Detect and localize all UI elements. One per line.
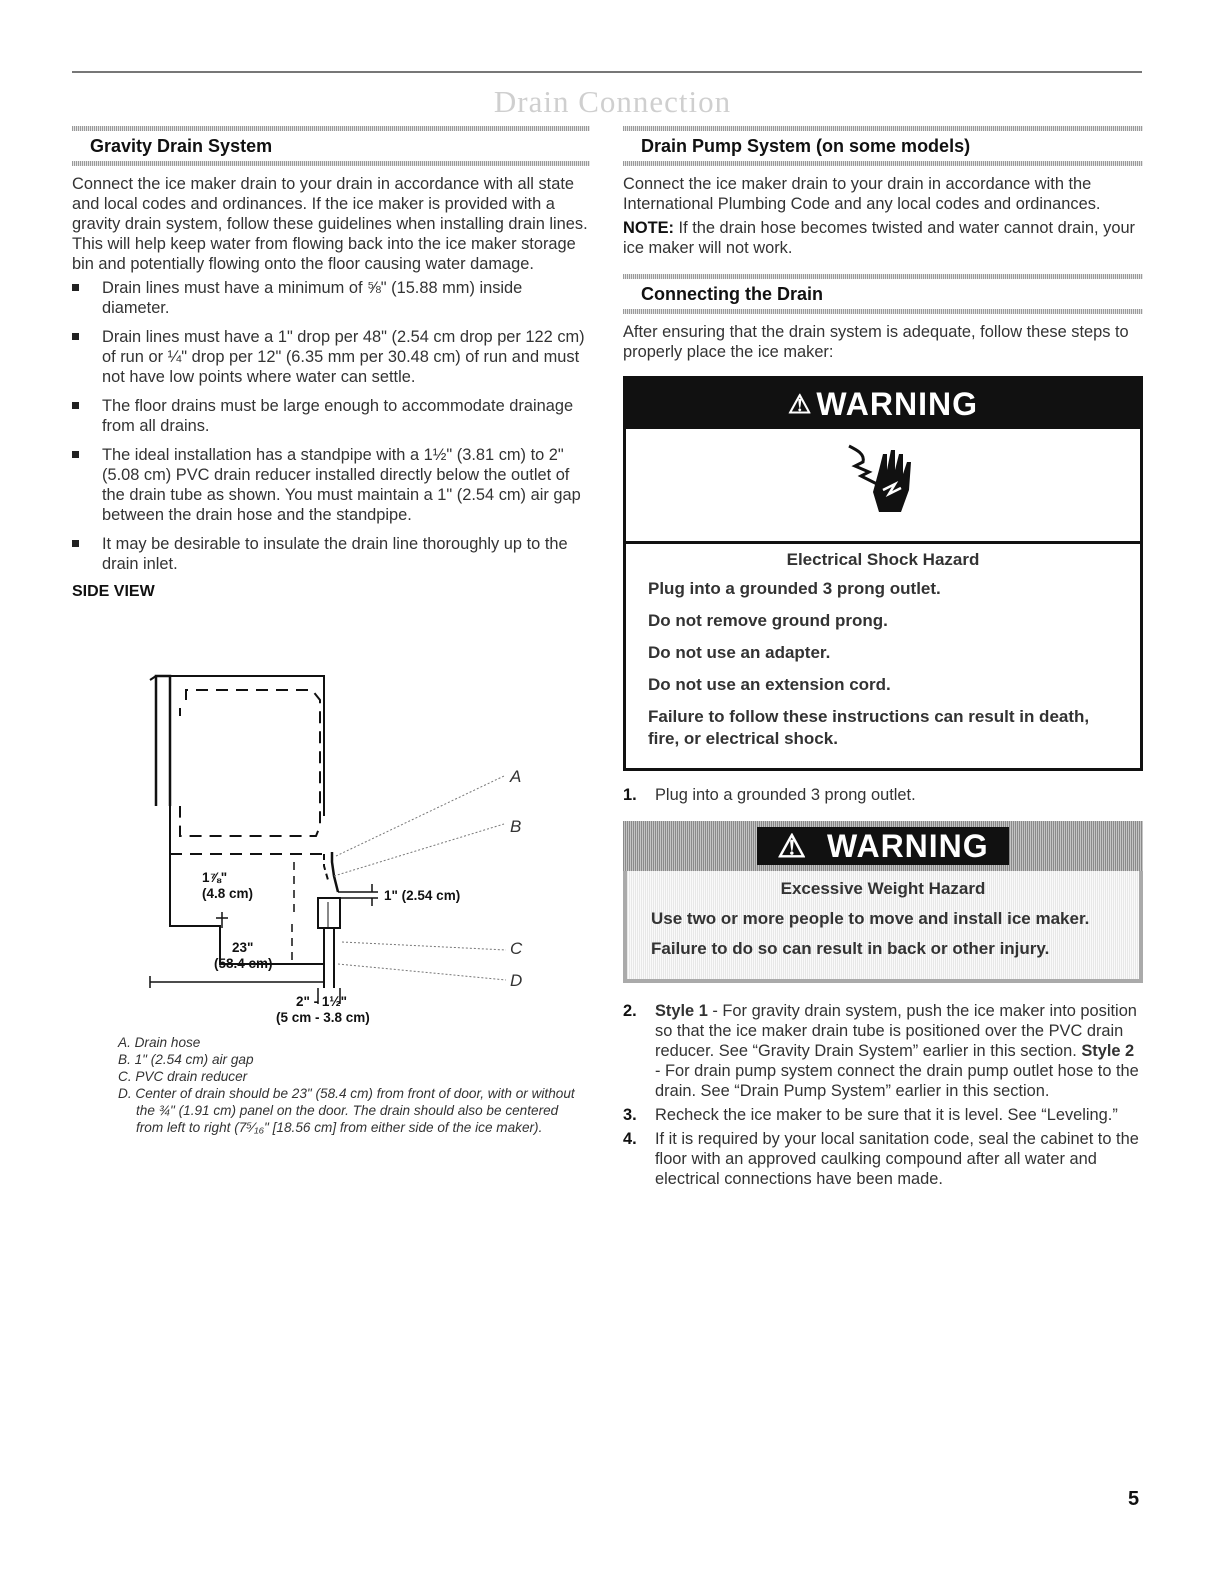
warning-banner: ⚠ WARNING [626, 379, 1140, 429]
left-column [72, 126, 590, 1135]
warning-electrical [623, 376, 1143, 771]
callout-c: C [510, 939, 523, 958]
bullet-item: Drain lines must have a minimum of ⅝" (15.88 mm) inside diameter. [72, 278, 590, 318]
hazard-title: Electrical Shock Hazard [786, 550, 980, 569]
side-view-diagram [72, 666, 590, 1036]
step-list-2 [623, 1001, 1143, 1189]
step-item: 1. Plug into a grounded 3 prong outlet. [623, 786, 916, 804]
dim-pipe-metric: (5 cm - 3.8 cm) [276, 1010, 370, 1025]
dim-offset-metric: (4.8 cm) [202, 886, 254, 901]
dim-pipe-label: 2" - 1½" [296, 994, 348, 1009]
bullet-square-icon [72, 284, 79, 291]
note-label: NOTE: [623, 219, 674, 237]
callout-b: B [510, 817, 522, 836]
gravity-heading: Gravity Drain System [90, 136, 273, 156]
bullet-square-icon [72, 540, 79, 547]
warning-triangle-icon: ⚠ [788, 388, 813, 419]
pump-heading-bar [623, 126, 1143, 166]
top-rule [72, 71, 1142, 73]
dim-depth-label: 23" [232, 940, 254, 955]
warning-line: Failure to do so can result in back or other injury. [651, 939, 1050, 958]
caption-item: B. 1" (2.54 cm) air gap [118, 1052, 254, 1067]
dim-offset-label: 1⅞" [202, 870, 228, 885]
bullet-square-icon [72, 402, 79, 409]
bullet-item: The ideal installation has a standpipe with a 1½" (3.81 cm) to 2" (5.08 cm) PVC drain reducer installed directly below the outlet of the drain tube as shown. You must maintain a 1" (2.54 cm) air gap between the drain hose and the standpipe. [72, 445, 590, 525]
warning-triangle-icon: ⚠ [767, 828, 817, 864]
caption-item: A. Drain hose [118, 1035, 201, 1050]
callout-a: A [510, 767, 522, 786]
gravity-heading-bar [72, 126, 590, 166]
warning-weight [623, 821, 1143, 983]
bullet-square-icon [72, 333, 79, 340]
bullet-item: The floor drains must be large enough to accommodate drainage from all drains. [72, 396, 590, 436]
bullet-item: It may be desirable to insulate the drain line thoroughly up to the drain inlet. [72, 534, 590, 574]
caption-item: C. PVC drain reducer [118, 1069, 248, 1084]
warning-line: Use two or more people to move and install ice maker. [651, 909, 1090, 928]
step-item: 3. Recheck the ice maker to be sure that it is level. See “Leveling.” [623, 1106, 1118, 1124]
page-number: 5 [1128, 1488, 1140, 1510]
pump-intro: Connect the ice maker drain to your drain in accordance with the International Plumbing Code and any local codes and ordinances. [623, 175, 1101, 213]
side-view-label: SIDE VIEW [72, 583, 155, 600]
pump-heading: Drain Pump System (on some models) [641, 136, 971, 156]
bullet-square-icon [72, 451, 79, 458]
right-column [623, 126, 1143, 1193]
gravity-intro: Connect the ice maker drain to your drain in accordance with all state and local codes and ordinances. If the ice maker is provided with a gravity drain system, follow these guidelines when installing drain lines. This will help keep water from flowing back into the ice maker storage bin and potentially flowing onto the floor causing water damage. [72, 175, 588, 273]
dim-depth-metric: (58.4 cm) [214, 956, 273, 971]
bullet-item: Drain lines must have a 1" drop per 48" (2.54 cm drop per 122 cm) of run or ¼" drop per 12" (6.35 mm per 30.48 cm) of run and must not have low points where water can settle. [72, 327, 590, 387]
warning-line: Failure to follow these instructions can result in death, fire, or electrical shock. [648, 707, 1090, 748]
warning-banner: ⚠ WARNING [623, 821, 1143, 871]
connecting-heading: Connecting the Drain [641, 284, 824, 304]
callout-d: D [510, 971, 523, 990]
connecting-heading-bar [623, 274, 1143, 314]
gravity-bullets [72, 278, 590, 574]
hazard-title: Excessive Weight Hazard [780, 879, 986, 898]
connecting-intro: After ensuring that the drain system is adequate, follow these steps to properly place the ice maker: [623, 323, 1129, 361]
warning-line: Plug into a grounded 3 prong outlet. [648, 579, 941, 598]
step-list-1 [623, 785, 1143, 805]
dim-gap-label: 1" (2.54 cm) [384, 888, 461, 903]
step-item: 4. If it is required by your local sanitation code, seal the cabinet to the floor with an approved caulking compound after all water and electrical connections have been made. [623, 1130, 1139, 1188]
warning-line: Do not use an extension cord. [648, 675, 891, 694]
step-item: 2. Style 1 - For gravity drain system, push the ice maker into position so that the ice maker drain tube is positioned over the PVC drain reducer. See “Gravity Drain System” earlier in this section. Style 2 - For drain pump system connect the drain pump outlet hose to the drain. See “Drain Pump System” earlier in this section. [623, 1002, 1139, 1100]
warning-line: Do not remove ground prong. [648, 611, 888, 630]
page-title: Drain Connection [493, 84, 732, 119]
pump-note [623, 218, 1143, 258]
caption-item: D. Center of drain should be 23" (58.4 cm) from front of door, with or without the ¾" (1.91 cm) panel on the door. The drain should also be centered from left to right (7⁵⁄₁₆" [18.56 cm] from either side of the ice maker). [118, 1086, 575, 1135]
note-text: If the drain hose becomes twisted and water cannot drain, your ice maker will not work. [623, 219, 1136, 257]
warning-line: Do not use an adapter. [648, 643, 831, 662]
electrical-shock-icon [843, 440, 923, 530]
diagram-captions [118, 1034, 588, 1136]
